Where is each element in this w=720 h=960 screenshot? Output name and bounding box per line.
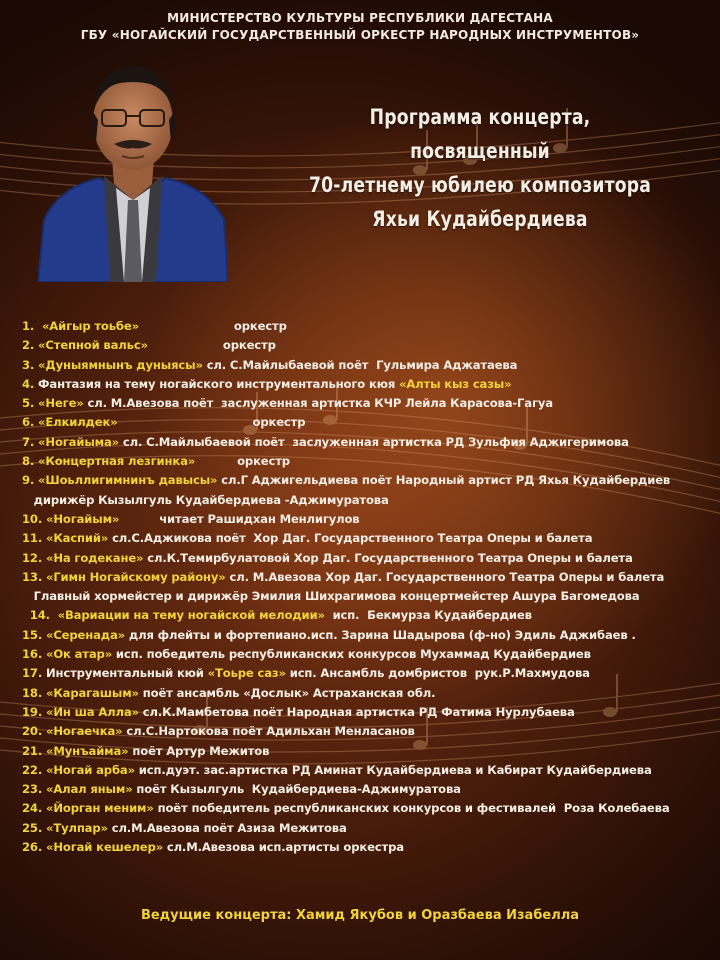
title-line-3: 70-летнему юбилею композитора [308, 173, 652, 197]
orchestra-line: ГБУ «НОГАЙСКИЙ ГОСУДАРСТВЕННЫЙ ОРКЕСТР НАРОДНЫХ ИНСТРУМЕНТОВ» [80, 28, 640, 42]
program-details: сл. М.Авезова поёт заслуженная артистка КЧР Лейла Карасова-Гагуа [83, 396, 553, 411]
program-song-title: «Ногаечка» [42, 724, 123, 739]
hosts-line: Ведущие концерта: Хамид Якубов и Оразбаева Изабелла [140, 908, 580, 923]
program-number: 25. [22, 820, 43, 835]
program-song-title: «На годекане» [42, 550, 144, 565]
program-details: исп. победитель республиканских конкурсов Мухаммад Кудайбердиев [112, 647, 591, 662]
program-item [22, 722, 712, 741]
program-details: сл. С.Майлыбаевой поёт Гульмира Аджатаева [202, 357, 518, 372]
program-item [22, 838, 712, 857]
program-song-title: «Гимн Ногайскому району» [42, 569, 226, 584]
header [0, 10, 720, 44]
program-song-title: «Ин ша Алла» [42, 704, 139, 719]
program-item [22, 452, 712, 471]
program-song-title: «Каспий» [42, 531, 109, 546]
program-song-title: «Айгыр тоьбе» [34, 319, 139, 333]
program-item [22, 761, 712, 780]
program-song-title: «Ок атар» [42, 647, 113, 662]
program-number: 2. [22, 338, 35, 353]
program-details: для флейты и фортепиано.исп. Зарина Шадырова (ф-но) Эдиль Аджибаев . [125, 627, 636, 642]
program-number: 18. [22, 685, 43, 700]
program-item [22, 780, 712, 799]
program-item [22, 549, 712, 568]
program-number: 10. [22, 511, 43, 526]
program-item [22, 336, 712, 355]
program-item [22, 413, 712, 432]
program-item [22, 819, 712, 838]
program-item [22, 375, 712, 394]
title-line-1: Программа концерта, [369, 105, 591, 129]
program-song-title: «Вариации на тему ногайской мелодии» [49, 608, 325, 623]
program-intro: Главный хормейстер и дирижёр Эмилия Шихрагимова концертмейстер Ашура Багомедова [22, 589, 640, 604]
program-item [22, 510, 712, 529]
program-item [22, 664, 712, 683]
program-song-title: «Ногай арба» [42, 762, 135, 777]
program-intro: Фантазия на тему ногайского инструментального кюя [34, 376, 399, 391]
program-number: 21. [22, 743, 43, 758]
program-number: 24. [22, 801, 43, 816]
program-song-title: «Дуныямнынъ дуныясы» [34, 357, 203, 372]
program-number: 17. [22, 666, 43, 681]
title-line-4: Яхьи Кудайбердиева [372, 207, 588, 231]
program-song-title: «Степной вальс» [34, 338, 148, 353]
program-song-title: «Тоьре саз» [207, 666, 286, 681]
program-details: сл.М.Авезова исп.артисты оркестра [162, 840, 404, 855]
program-song-title: «Ногайым» [42, 511, 120, 526]
program-song-title: «Серенада» [42, 627, 126, 642]
program-number: 8. [22, 454, 35, 469]
program-item [22, 626, 712, 645]
program-number: 7. [22, 434, 35, 449]
program-details: сл.Г Аджигельдиева поёт Народный артист РД Яхья Кудайбердиев [217, 473, 671, 488]
program-item [22, 317, 712, 336]
program-song-title: «Неге» [34, 396, 84, 411]
program-details: сл.К.Мамбетова поёт Народная артистка РД Фатима Нурлубаева [138, 704, 575, 719]
program-number: 12. [22, 550, 43, 565]
program-number: 16. [22, 647, 43, 662]
program-item [22, 742, 712, 761]
program-details: сл.С.Аджикова поёт Хор Даг. Государственного Театра Оперы и балета [108, 531, 593, 546]
program-item [22, 684, 712, 703]
program-song-title: «Ногайыма» [34, 434, 119, 449]
program-number: 1. [22, 319, 35, 333]
program-item [22, 645, 712, 664]
program-details: оркестр [222, 338, 276, 353]
program-song-title: «Шоьллигимнинъ давысы» [34, 473, 218, 488]
program-item [22, 471, 712, 490]
program-number: 3. [22, 357, 35, 372]
program-details: исп. Бекмурза Кудайбердиев [324, 608, 532, 623]
program-number: 9. [22, 473, 35, 488]
program-item [22, 394, 712, 413]
program-song-title: «Мунъайма» [42, 743, 129, 758]
program-number: 6. [22, 415, 35, 430]
program-details: сл.К.Темирбулатовой Хор Даг. Государственного Театра Оперы и балета [143, 550, 633, 565]
program-list [22, 317, 712, 857]
program-item [22, 703, 712, 722]
program-item [22, 529, 712, 548]
program-intro: Инструментальный кюй [42, 666, 208, 681]
program-song-title: «Тулпар» [42, 820, 108, 835]
program-details: сл. С.Майлыбаевой поёт заслуженная артистка РД Зульфия Аджигеримова [119, 434, 629, 449]
program-song-title: «Концертная лезгинка» [34, 454, 196, 469]
program-number: 11. [22, 531, 43, 546]
program-details: сл.М.Авезова поёт Азиза Межитова [107, 820, 347, 835]
program-details: исп.дуэт. зас.артистка РД Аминат Кудайбердиева и Кабират Кудайбердиева [134, 762, 652, 777]
program-details: поёт Артур Межитов [128, 743, 270, 758]
title-line-2: посвященный [410, 139, 550, 163]
program-song-title: «Ногай кешелер» [42, 840, 163, 855]
program-number: 20. [22, 724, 43, 739]
ministry-line: МИНИСТЕРСТВО КУЛЬТУРЫ РЕСПУБЛИКИ ДАГЕСТАНА [167, 11, 553, 25]
program-number: 15. [22, 627, 43, 642]
program-number: 22. [22, 762, 43, 777]
program-details: оркестр [233, 319, 287, 333]
program-details: поёт победитель республиканских конкурсов и фестивалей Роза Колебаева [153, 801, 670, 816]
program-details: сл. М.Авезова Хор Даг. Государственного Театра Оперы и балета [225, 569, 665, 584]
program-song-title: «Алал яным» [42, 782, 133, 797]
program-details: оркестр [252, 415, 306, 430]
program-details: исп. Ансамбль домбристов рук.Р.Махмудова [285, 666, 590, 681]
composer-portrait [38, 50, 228, 282]
program-number: 4. [22, 376, 35, 391]
program-item [22, 568, 712, 587]
program-number: 26. [22, 840, 43, 855]
program-details: читает Рашидхан Менлигулов [159, 511, 360, 526]
program-item [22, 433, 712, 452]
program-song-title: «Йорган меним» [42, 801, 154, 816]
program-number: 5. [22, 396, 35, 411]
program-item [22, 587, 712, 606]
concert-title [308, 100, 652, 236]
program-number: 19. [22, 704, 43, 719]
program-number: 14. [22, 608, 50, 623]
program-song-title: «Елкилдек» [34, 415, 118, 430]
program-song-title: «Алты кыз сазы» [399, 376, 512, 391]
program-item [22, 356, 712, 375]
program-item [22, 491, 712, 510]
program-details: сл.С.Нартокова поёт Адильхан Менласанов [122, 724, 415, 739]
program-details: поёт ансамбль «Дослык» Астраханская обл. [138, 685, 436, 700]
program-item [22, 799, 712, 818]
program-song-title: «Карагашым» [42, 685, 139, 700]
program-intro: дирижёр Кызылгуль Кудайбердиева -Аджимуратова [22, 492, 389, 507]
program-number: 13. [22, 569, 43, 584]
program-details: оркестр [237, 454, 290, 469]
program-details: поёт Кызылгуль Кудайбердиева-Аджимуратова [132, 782, 461, 797]
program-item [22, 606, 712, 625]
program-number: 23. [22, 782, 43, 797]
